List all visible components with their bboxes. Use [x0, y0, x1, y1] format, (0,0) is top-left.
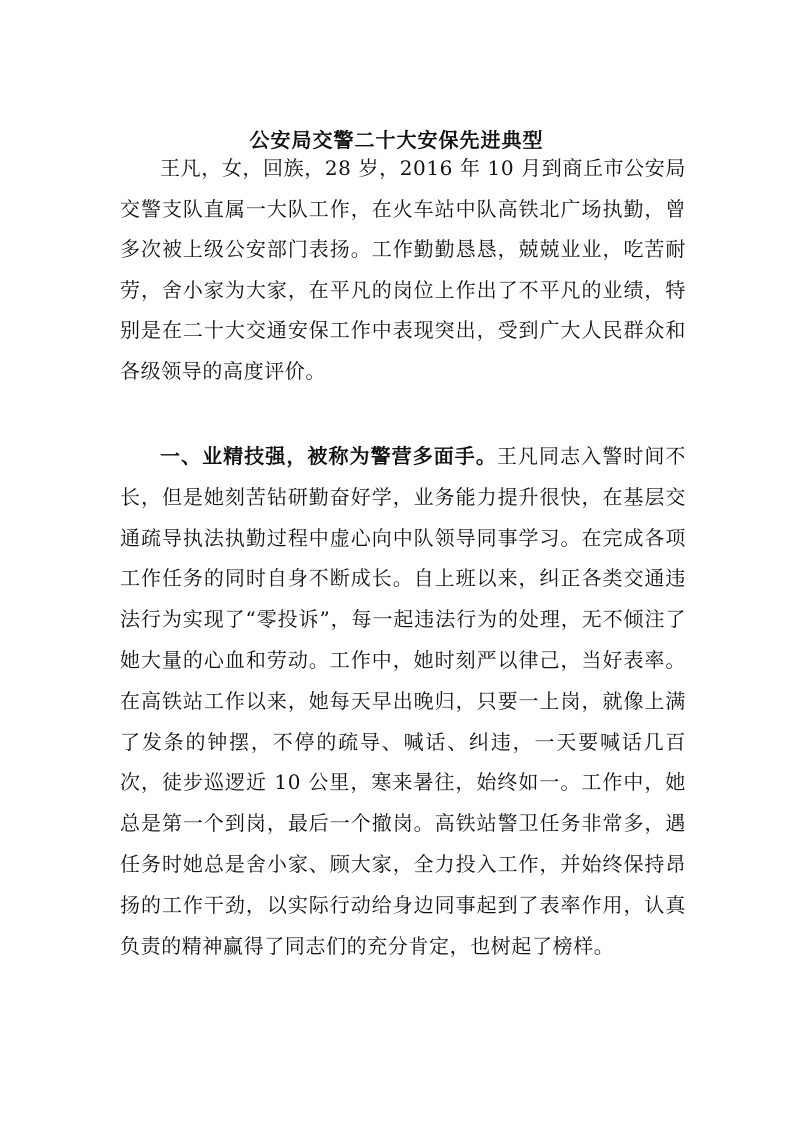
section-1-heading: 一、业精技强，被称为警营多面手。	[160, 444, 497, 468]
document-title: 公安局交警二十大安保先进典型	[249, 128, 544, 152]
section-1-paragraph	[120, 436, 686, 966]
section-1-body: 王凡同志入警时间不长，但是她刻苦钻研勤奋好学，业务能力提升很快，在基层交通疏导执法执勤过程中虚心向中队领导同事学习。在完成各项工作任务的同时自身不断成长。自上班以来，纠正各类交通违法行为实现了“零投诉”，每一起违法行为的处理，无不倾注了她大量的心血和劳动。工作中，她时刻严以律己，当好表率。在高铁站工作以来，她每天早出晚归，只要一上岗，就像上满了发条的钟摆，不停的疏导、喊话、纠违，一天要喊话几百次，徒步巡逻近 10 公里，寒来暑往，始终如一。工作中，她总是第一个到岗，最后一个撤岗。高铁站警卫任务非常多，遇任务时她总是舍小家、顾大家，全力投入工作，并始终保持昂扬的工作干劲，以实际行动给身边同事起到了表率作用，认真负责的精神赢得了同志们的充分肯定，也树起了榜样。	[120, 444, 686, 958]
intro-paragraph: 王凡，女，回族，28 岁，2016 年 10 月到商丘市公安局交警支队直属一大队工作，在火车站中队高铁北广场执勤，曾多次被上级公安部门表扬。工作勤勤恳恳，兢兢业业，吃苦耐劳，舍小家为大家，在平凡的岗位上作出了不平凡的业绩，特别是在二十大交通安保工作中表现突出，受到广大人民群众和各级领导的高度评价。	[120, 156, 686, 383]
